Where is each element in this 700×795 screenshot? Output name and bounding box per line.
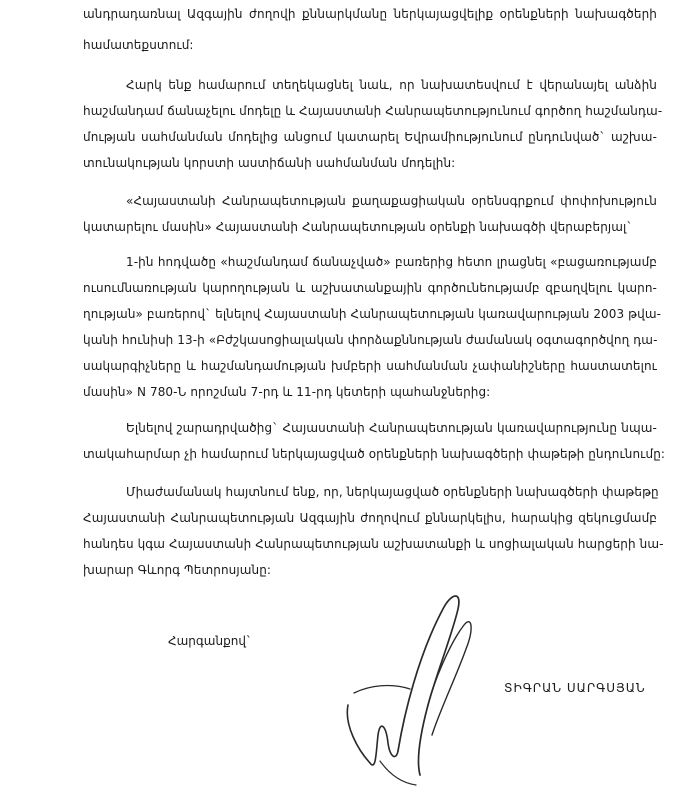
closing-salutation: Հարգանքով` xyxy=(168,634,252,648)
letter-line: կատարելու մասին» Հայաստանի Հանրապետության օրենքի նախագծի վերաբերյալ` xyxy=(83,220,633,234)
letter-line: Միաժամանակ հայտնում ենք, որ, ներկայացված օրենքների նախագծերի փաթեթը xyxy=(126,485,659,499)
letter-line: ուսումնառության կարողության և աշխատանքային գործունեությամբ զբաղվելու կարո- xyxy=(83,281,657,295)
handwritten-signature xyxy=(340,585,480,790)
letter-line: հաշմանդամ ճանաչելու մոդելը և Հայաստանի Հանրապետությունում գործող հաշմանդա- xyxy=(83,104,663,118)
letter-line: խարար Գևորգ Պետրոսյանը: xyxy=(83,563,272,577)
letter-line: Հայաստանի Հանրապետության Ազգային ժողովում քննարկելիս, հարակից զեկուցմամբ xyxy=(83,511,657,525)
letter-line: Ելնելով շարադրվածից` Հայաստանի Հանրապետության կառավարությունը նպա- xyxy=(126,421,657,435)
letter-line: անդրադառնալ Ազգային ժողովի քննարկմանը ներկայացվելիք օրենքների նախագծերի xyxy=(83,7,657,21)
letter-line: համատեքստում: xyxy=(83,38,194,52)
letter-line: մասին» N 780-Ն որոշման 7-րդ և 11-րդ կետերի պահանջներից: xyxy=(83,385,491,399)
letter-line: սակարգիչները և հաշմանդամության խմբերի սահմանման չափանիշները հաստատելու xyxy=(83,359,657,373)
letter-line: մության սահմանման մոդելից անցում կատարել Եվրամիությունում ընդունված` աշխա- xyxy=(83,130,657,144)
letter-line: «Հայաստանի Հանրապետության քաղաքացիական օրենսգրքում փոփոխություն xyxy=(126,194,657,208)
letter-line: ղության» բառերով` ելնելով Հայաստանի Հանրապետության կառավարության 2003 թվա- xyxy=(83,307,662,321)
letter-line: կանի հունիսի 13-ի «Բժշկասոցիալական փորձաքննության ժամանակ օգտագործվող դա- xyxy=(83,333,658,347)
letter-line: տունակության կորստի աստիճանի սահմանման մոդելին: xyxy=(83,156,456,170)
letter-line: 1-ին հոդվածը «հաշմանդամ ճանաչված» բառերից հետո լրացնել «բացառությամբ xyxy=(126,255,657,269)
letter-line: Հարկ ենք համարում տեղեկացնել նաև, որ նախատեսվում է վերանայել անձին xyxy=(126,78,657,92)
letter-line: տակահարմար չի համարում ներկայացված օրենքների նախագծերի փաթեթի ընդունումը: xyxy=(83,447,666,461)
letter-line: հանդես կգա Հայաստանի Հանրապետության աշխատանքի և սոցիալական հարցերի նա- xyxy=(83,537,664,551)
signer-name: ՏԻԳՐԱՆ ՍԱՐԳՍՅԱՆ xyxy=(504,681,646,695)
